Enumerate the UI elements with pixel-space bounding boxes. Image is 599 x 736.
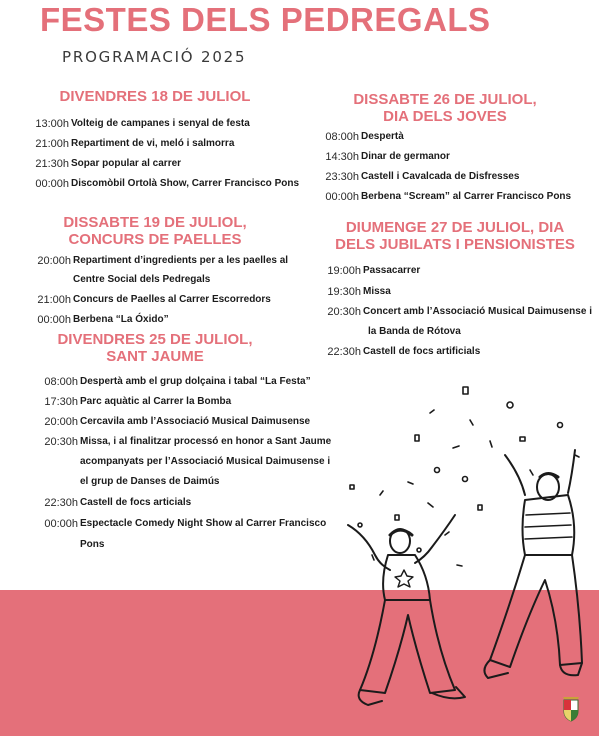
event-description-continuation: la Banda de Rótova: [368, 326, 461, 337]
schedule-row: [44, 514, 327, 534]
woman-figure: [348, 515, 465, 705]
event-time: 19:30h: [327, 286, 361, 298]
event-time: 21:30h: [35, 158, 69, 170]
dancing-people-illustration: [320, 375, 599, 730]
event-time: 00:00h: [37, 314, 71, 326]
event-description-continuation: acompanyats per l’Associació Musical Daimusense i: [80, 456, 331, 467]
event-description: Missa, i al finalitzar processó en honor a Sant Jaume: [80, 436, 332, 447]
confetti: [350, 387, 579, 566]
schedule-row: [327, 261, 421, 281]
event-time: 20:00h: [44, 416, 78, 428]
coat-of-arms-icon: [560, 693, 582, 723]
page-title: FESTES DELS PEDREGALS: [40, 1, 491, 38]
event-description: Repartiment de vi, meló i salmorra: [71, 138, 235, 149]
schedule-row: [35, 134, 235, 154]
schedule-row: [35, 154, 182, 174]
event-time: 00:00h: [325, 191, 359, 203]
page-subtitle: PROGRAMACIÓ 2025: [62, 48, 247, 66]
event-description: Passacarrer: [363, 265, 421, 276]
schedule-row: [44, 412, 311, 432]
event-description: Repartiment d’ingredients per a les paelles al: [73, 255, 289, 266]
event-time: 20:30h: [44, 436, 78, 448]
event-time: 08:00h: [44, 376, 78, 388]
event-description: Berbena “La Óxido”: [73, 314, 169, 325]
schedule-row: [325, 187, 572, 207]
schedule-row: [44, 372, 311, 392]
schedule-row: [325, 127, 404, 147]
event-time: 22:30h: [327, 346, 361, 358]
event-time: 17:30h: [44, 396, 78, 408]
man-figure: [484, 450, 582, 678]
day-heading: DIVENDRES 18 DE JULIOL: [59, 88, 251, 105]
event-description: Concert amb l’Associació Musical Daimusense i: [363, 306, 592, 317]
schedule-row: [44, 432, 332, 452]
event-time: 19:00h: [327, 265, 361, 277]
event-description: Sopar popular al carrer: [71, 158, 182, 169]
event-description: Espectacle Comedy Night Show al Carrer Francisco: [80, 518, 327, 529]
day-heading: DIVENDRES 25 DE JULIOL, SANT JAUME: [57, 331, 253, 365]
event-time: 20:30h: [327, 306, 361, 318]
schedule-row: [44, 392, 232, 412]
schedule-row: [35, 174, 300, 194]
event-description: Despertà: [361, 131, 404, 142]
event-description: Dinar de germanor: [361, 151, 450, 162]
event-description: Castell i Cavalcada de Disfresses: [361, 171, 520, 182]
schedule-row: [325, 147, 450, 167]
event-description-continuation: Centre Social dels Pedregals: [73, 274, 211, 285]
event-time: 00:00h: [44, 518, 78, 530]
event-time: 21:00h: [37, 294, 71, 306]
day-heading: DIUMENGE 27 DE JULIOL, DIA DELS JUBILATS I PENSIONISTES: [335, 219, 575, 253]
event-time: 13:00h: [35, 118, 69, 130]
day-heading: DISSABTE 26 DE JULIOL, DIA DELS JOVES: [353, 91, 537, 125]
event-description-continuation: el grup de Danses de Daimús: [80, 476, 220, 487]
event-description: Castell de focs artificials: [363, 346, 481, 357]
schedule-row: [325, 167, 520, 187]
schedule-row: [37, 251, 289, 271]
event-time: 00:00h: [35, 178, 69, 190]
event-description: Volteig de campanes i senyal de festa: [71, 118, 250, 129]
event-time: 08:00h: [325, 131, 359, 143]
event-time: 21:00h: [35, 138, 69, 150]
event-description: Cercavila amb l’Associació Musical Daimusense: [80, 416, 311, 427]
event-time: 22:30h: [44, 497, 78, 509]
event-time: 14:30h: [325, 151, 359, 163]
event-time: 20:00h: [37, 255, 71, 267]
event-description: Castell de focs articials: [80, 497, 192, 508]
schedule-row: [35, 114, 250, 134]
event-description-continuation: Pons: [80, 539, 105, 550]
event-description: Discomòbil Ortolà Show, Carrer Francisco Pons: [71, 178, 300, 189]
event-time: 23:30h: [325, 171, 359, 183]
schedule-row: [37, 290, 271, 310]
event-description: Berbena “Scream” al Carrer Francisco Pons: [361, 191, 572, 202]
schedule-row: [37, 310, 169, 330]
event-description: Parc aquàtic al Carrer la Bomba: [80, 396, 232, 407]
event-description: Despertà amb el grup dolçaina i tabal “La Festa”: [80, 376, 311, 387]
day-heading: DISSABTE 19 DE JULIOL, CONCURS DE PAELLES: [63, 214, 247, 248]
event-description: Concurs de Paelles al Carrer Escorredors: [73, 294, 271, 305]
event-description: Missa: [363, 286, 391, 297]
schedule-row: [327, 342, 481, 362]
schedule-row: [44, 493, 192, 513]
schedule-row: [327, 282, 391, 302]
schedule-row: [327, 302, 592, 322]
